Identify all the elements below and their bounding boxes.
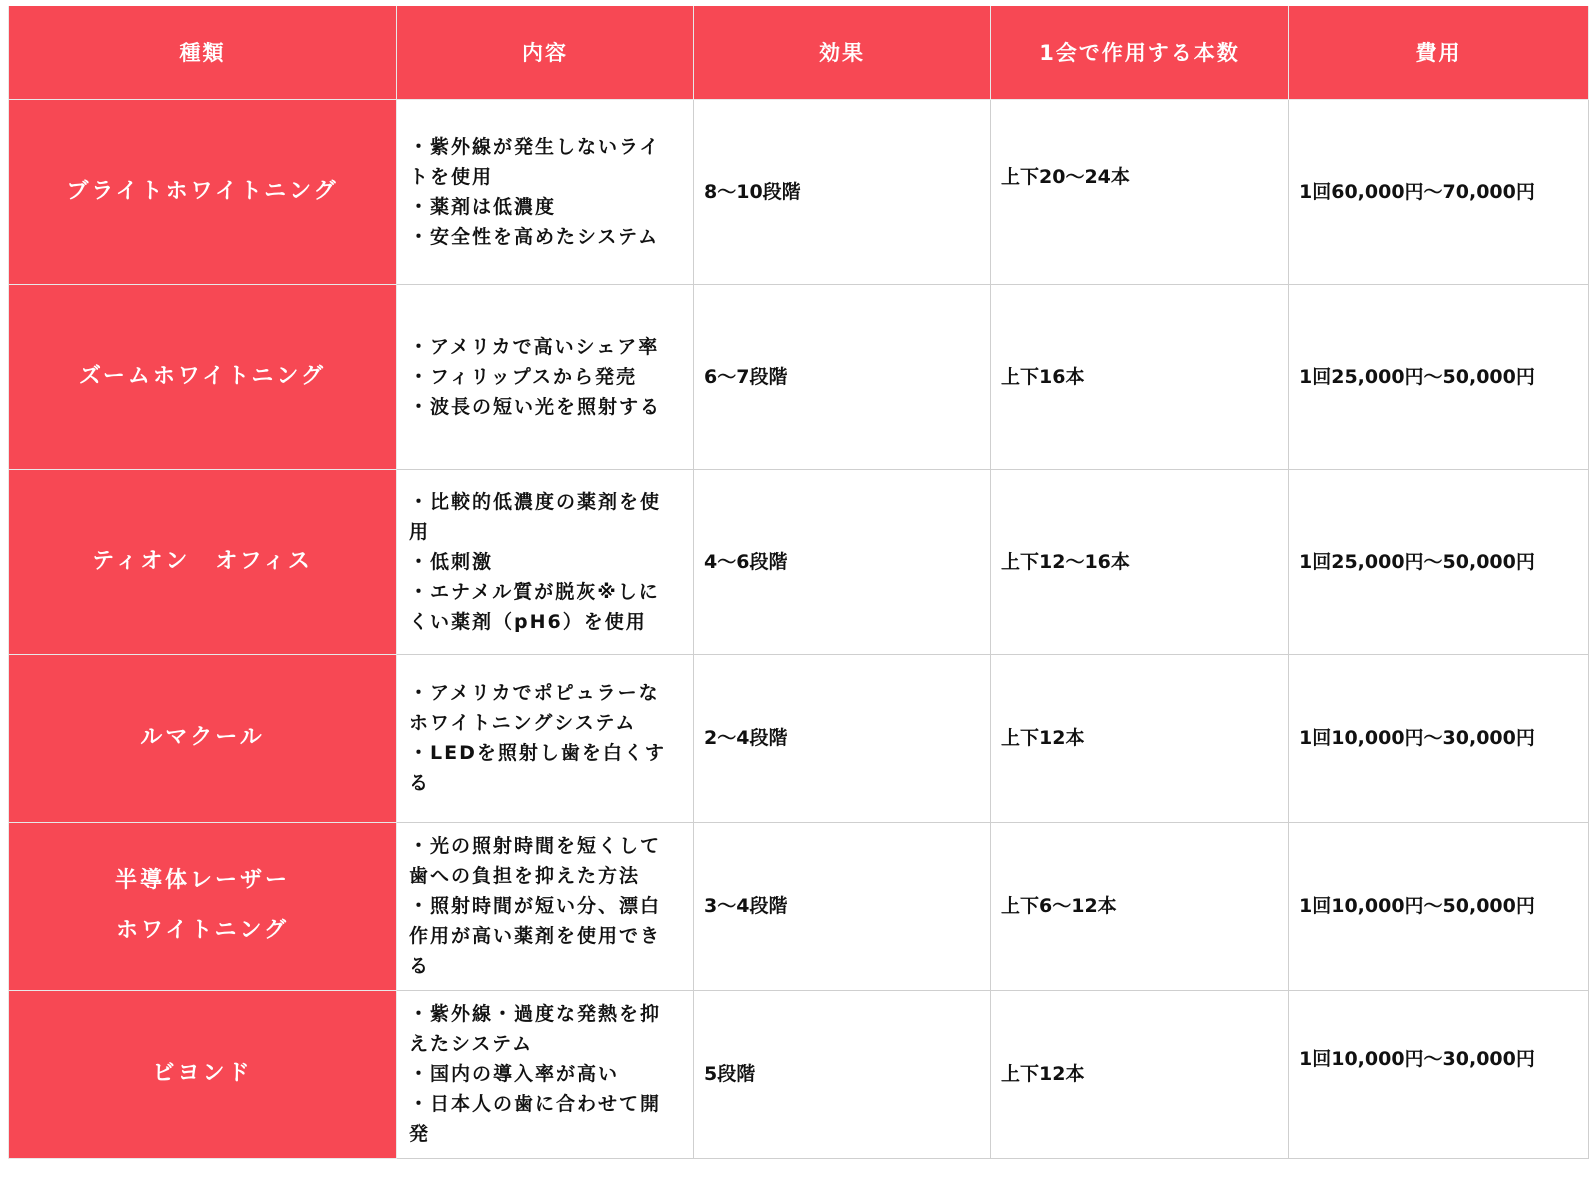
header-teeth-count: 1会で作用する本数 xyxy=(991,6,1289,99)
type-name: ルマクール xyxy=(140,725,265,750)
row-cost-cell: 1回25,000円〜50,000円 xyxy=(1289,469,1589,654)
row-teeth-cell: 上下12本 xyxy=(991,654,1289,822)
row-effect-cell: 3〜4段階 xyxy=(694,822,991,990)
table-row xyxy=(9,822,1589,990)
row-content-cell xyxy=(397,990,694,1158)
comparison-table-wrapper xyxy=(8,6,1589,1159)
whitening-comparison-table xyxy=(8,6,1589,1159)
header-cost: 費用 xyxy=(1289,6,1589,99)
content-line: ・日本人の歯に合わせて開 xyxy=(409,1093,662,1115)
content-line: ・安全性を高めたシステム xyxy=(409,225,660,248)
content-line: 発 xyxy=(409,1123,431,1145)
table-row xyxy=(9,654,1589,822)
row-cost-cell: 1回10,000円〜50,000円 xyxy=(1289,822,1589,990)
row-content-cell xyxy=(397,99,694,284)
row-teeth-cell: 上下12本 xyxy=(991,990,1289,1158)
row-cost-cell: 1回60,000円〜70,000円 xyxy=(1289,99,1589,284)
content-line: る xyxy=(409,772,431,794)
content-line: 歯への負担を抑えた方法 xyxy=(409,865,641,887)
row-effect-cell: 2〜4段階 xyxy=(694,654,991,822)
content-line: ・フィリップスから発売 xyxy=(409,365,637,388)
row-content-cell xyxy=(397,822,694,990)
content-line: 作用が高い薬剤を使用でき xyxy=(409,925,662,947)
type-name: ブライトホワイトニング xyxy=(66,178,339,204)
content-line: ホワイトニングシステム xyxy=(409,712,637,734)
content-line: ・低刺激 xyxy=(409,550,494,573)
row-cost-cell xyxy=(1289,990,1589,1158)
row-type-cell xyxy=(9,654,397,822)
header-row xyxy=(9,6,1589,99)
type-name: 半導体レーザー xyxy=(114,868,290,893)
content-line: 用 xyxy=(409,520,431,543)
row-cost-cell: 1回25,000円〜50,000円 xyxy=(1289,284,1589,469)
teeth-value: 上下20〜24本 xyxy=(1001,165,1130,188)
row-teeth-cell: 上下6〜12本 xyxy=(991,822,1289,990)
row-content-cell xyxy=(397,654,694,822)
row-type-cell xyxy=(9,469,397,654)
content-line: ・薬剤は低濃度 xyxy=(409,195,557,218)
content-line: ・紫外線・過度な発熱を抑 xyxy=(409,1003,662,1025)
type-name: ティオン オフィス xyxy=(92,548,313,574)
type-name: ビヨンド xyxy=(152,1061,253,1086)
row-type-cell xyxy=(9,99,397,284)
content-line: る xyxy=(409,955,431,977)
row-effect-cell: 5段階 xyxy=(694,990,991,1158)
row-effect-cell: 8〜10段階 xyxy=(694,99,991,284)
row-type-cell xyxy=(9,822,397,990)
type-name: ズームホワイトニング xyxy=(79,363,326,389)
header-type: 種類 xyxy=(9,6,397,99)
content-line: えたシステム xyxy=(409,1033,534,1055)
row-teeth-cell: 上下12〜16本 xyxy=(991,469,1289,654)
table-row xyxy=(9,284,1589,469)
header-content: 内容 xyxy=(397,6,694,99)
row-type-cell xyxy=(9,284,397,469)
content-line: ・アメリカでポピュラーな xyxy=(409,682,660,704)
content-line: くい薬剤（pH6）を使用 xyxy=(409,610,647,633)
row-content-cell xyxy=(397,469,694,654)
row-content-cell xyxy=(397,284,694,469)
content-line: ・エナメル質が脱灰※しに xyxy=(409,580,660,603)
content-line: ・LEDを照射し歯を白くす xyxy=(409,742,666,764)
content-line: ・アメリカで高いシェア率 xyxy=(409,335,660,358)
table-row xyxy=(9,99,1589,284)
header-effect: 効果 xyxy=(694,6,991,99)
content-line: ・波長の短い光を照射する xyxy=(409,395,662,418)
content-line: ・照射時間が短い分、漂白 xyxy=(409,895,662,917)
row-type-cell xyxy=(9,990,397,1158)
content-line: ・国内の導入率が高い xyxy=(409,1063,620,1085)
table-row xyxy=(9,469,1589,654)
row-teeth-cell: 上下16本 xyxy=(991,284,1289,469)
row-effect-cell: 4〜6段階 xyxy=(694,469,991,654)
row-teeth-cell xyxy=(991,99,1289,284)
content-line: ・比較的低濃度の薬剤を使 xyxy=(409,490,662,513)
table-row xyxy=(9,990,1589,1158)
row-effect-cell: 6〜7段階 xyxy=(694,284,991,469)
cost-value: 1回10,000円〜30,000円 xyxy=(1299,1048,1535,1070)
content-line: ・紫外線が発生しないライ xyxy=(409,135,661,158)
content-line: ・光の照射時間を短くして xyxy=(409,835,662,857)
type-name: ホワイトニング xyxy=(115,918,290,943)
row-cost-cell: 1回10,000円〜30,000円 xyxy=(1289,654,1589,822)
content-line: トを使用 xyxy=(409,165,494,188)
